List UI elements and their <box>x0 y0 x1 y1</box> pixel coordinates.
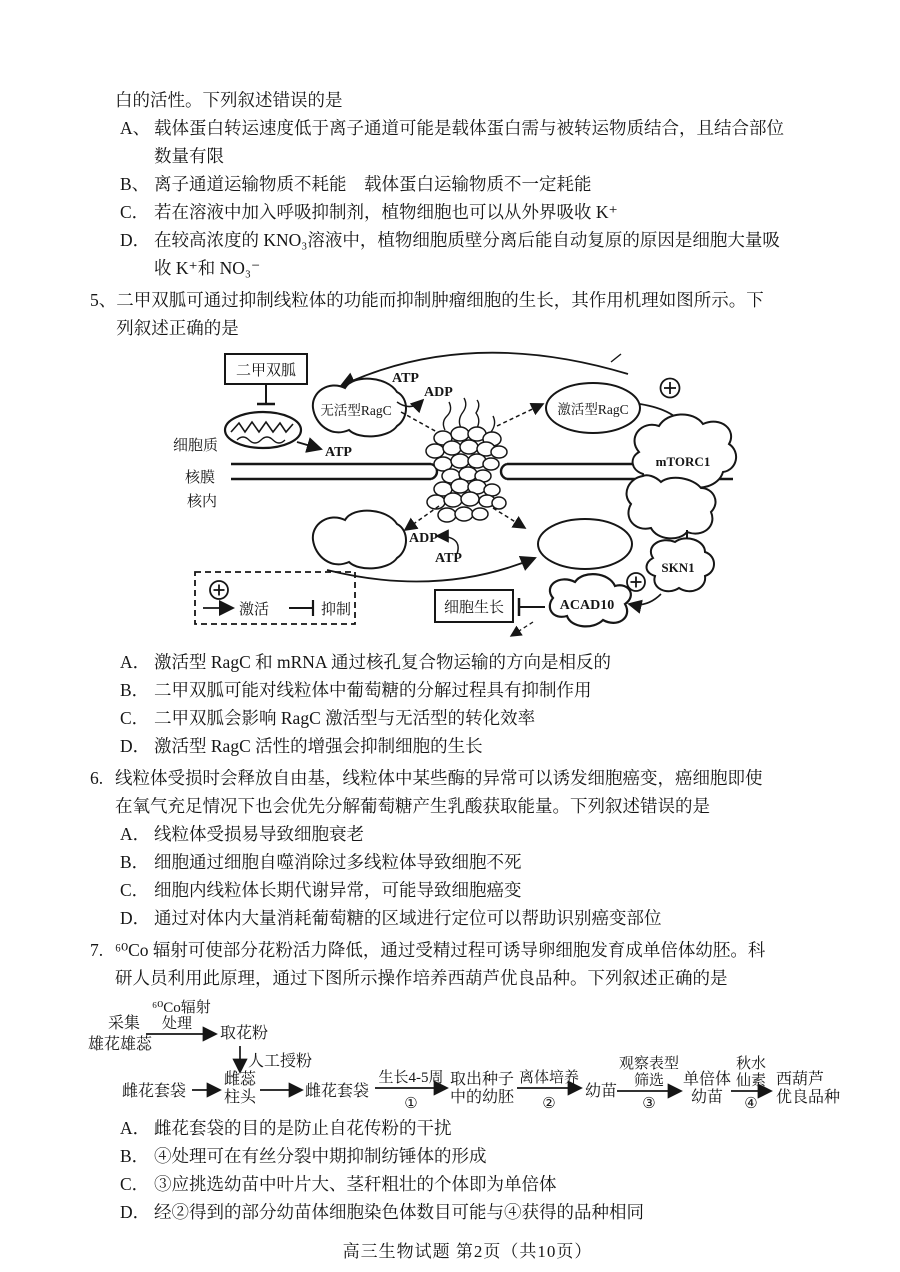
option-label: B、 <box>120 174 150 194</box>
options-q4 <box>120 114 820 282</box>
option-row: D． 通过对体内大量消耗葡萄糖的区域进行定位可以帮助识别癌变部位 <box>120 908 662 928</box>
page-footer: 高三生物试题 第2页（共10页） <box>342 1242 593 1261</box>
option-row <box>120 170 820 198</box>
flow-label-pollen: 取花粉 <box>220 1025 269 1042</box>
option-row: B． 细胞通过细胞自噬消除过多线粒体导致细胞不死 <box>120 852 522 872</box>
flow-label-grow: 生长4-5周 <box>378 1070 444 1086</box>
mtorc1-label: mTORC1 <box>655 454 711 469</box>
options-q7 <box>120 1114 820 1226</box>
cell-growth-label: 细胞生长 <box>443 600 505 616</box>
question-stem: 白的活性。下列叙述错误的是 <box>115 90 343 110</box>
option-text: 载体蛋白转运速度低于离子通道可能是载体蛋白需与被转运物质结合，且结合部位 数量有限 <box>154 118 784 166</box>
skn1-to-acad10-arrow <box>629 594 661 605</box>
flow-label-embryo: 中的幼胚 <box>450 1089 515 1106</box>
plus-circle-top <box>661 379 680 398</box>
atp-label: ATP <box>392 371 419 386</box>
scan-dashed-arrow <box>511 622 533 636</box>
metformin-mechanism-diagram <box>173 346 753 642</box>
option-row: A． 雌花套袋的目的是防止自花传粉的干扰 <box>120 1118 452 1138</box>
mito-atp-arrow <box>297 442 321 449</box>
skn1-label: SKN1 <box>661 560 695 575</box>
flow-label-co-radiation: ⁶⁰Co辐射 <box>152 1000 211 1016</box>
option-row: B． ④处理可在有丝分裂中期抑制纺锤体的形成 <box>120 1146 487 1166</box>
flow-label-pollinate: 人工授粉 <box>248 1053 313 1070</box>
adp-label: ADP <box>424 385 453 400</box>
flow-step-4: ④ <box>744 1096 758 1112</box>
in-nucleus-label: 核内 <box>187 494 218 510</box>
flow-label-colchicine2: 仙素 <box>735 1073 767 1089</box>
flow-label-zucchini: 西葫芦 <box>776 1071 825 1088</box>
flow-label-variety: 优良品种 <box>776 1089 841 1106</box>
option-row: C． 细胞内线粒体长期代谢异常，可能导致细胞癌变 <box>120 880 522 900</box>
inactive-ragc-label: 无活型RagC <box>320 403 392 418</box>
question-stem: 7. ⁶⁰Co 辐射可使部分花粉活力降低，通过受精过程可诱导卵细胞发育成单倍体幼胚。科 研人员利用此原理，通过下图所示操作培养西葫芦优良品种。下列叙述正确的是 <box>90 936 820 992</box>
atp-label: ATP <box>325 445 352 460</box>
flow-label-screen: 筛选 <box>633 1073 665 1089</box>
flow-label-bag1: 雌花套袋 <box>122 1083 187 1100</box>
nuclear-membrane-label: 核膜 <box>185 470 216 486</box>
question-4-block <box>115 86 820 282</box>
flow-label-bag2: 雌花套袋 <box>305 1083 370 1100</box>
question-number: 7. <box>90 940 104 960</box>
flow-label-seedling: 幼苗 <box>585 1083 618 1100</box>
mtorc1-shape <box>627 414 737 538</box>
dashed-pore-to-active-ragc <box>497 404 543 426</box>
metformin-label: 二甲双胍 <box>235 363 297 379</box>
dashed-ragc-to-pore <box>401 412 437 432</box>
option-label: D． <box>120 230 151 250</box>
question-number: 5、 <box>90 290 117 310</box>
cytoplasm-label: 细胞质 <box>173 438 219 454</box>
option-text: 离子通道运输物质不耗能 载体蛋白运输物质不一定耗能 <box>154 174 592 194</box>
flow-label-stigma: 柱头 <box>224 1089 257 1106</box>
flow-label-colchicine1: 秋水 <box>735 1056 767 1072</box>
flow-label-stamens: 雄花雄蕊 <box>88 1036 153 1053</box>
flow-label-haploid-seedling: 幼苗 <box>690 1089 724 1106</box>
option-row: A． 激活型 RagC 和 mRNA 通过核孔复合物运输的方向是相反的 <box>120 652 611 672</box>
option-text: 在较高浓度的 KNO₃溶液中，植物细胞质壁分离后能自动复原的原因是细胞大量吸 收 K⁺和 NO₃⁻ <box>154 230 780 278</box>
nuclear-pore-complex <box>426 398 507 522</box>
flow-label-seeds: 取出种子 <box>450 1071 515 1088</box>
options-q5 <box>120 648 820 760</box>
breeding-flow-diagram <box>88 994 888 1112</box>
acad10-label: ACAD10 <box>559 598 615 613</box>
flow-step-2: ② <box>542 1096 556 1112</box>
option-row: B． 二甲双胍可能对线粒体中葡萄糖的分解过程具有抑制作用 <box>120 680 592 700</box>
flow-label-treat: 处理 <box>162 1016 193 1032</box>
flow-label-invitro: 离体培养 <box>518 1070 580 1086</box>
dashed-pore-to-inactive-ragc <box>405 506 439 530</box>
plus-circle-mid <box>627 573 645 591</box>
flow-step-1: ① <box>404 1096 418 1112</box>
active-ragc-label: 激活型RagC <box>557 402 629 417</box>
flow-step-3: ③ <box>642 1096 656 1112</box>
legend-activate-label: 激活 <box>239 602 270 618</box>
flow-label-collect: 采集 <box>108 1015 141 1032</box>
option-row <box>120 198 820 226</box>
flow-label-observe: 观察表型 <box>618 1056 680 1072</box>
adp-label: ADP <box>409 531 438 546</box>
question-7-block <box>88 936 841 1226</box>
options-q6 <box>120 820 820 932</box>
flow-label-haploid: 单倍体 <box>682 1071 732 1088</box>
question-stem: 5、 二甲双胍可通过抑制线粒体的功能而抑制肿瘤细胞的生长，其作用机理如图所示。下 列叙述正确的是 <box>90 286 820 342</box>
option-row: A． 线粒体受损易导致细胞衰老 <box>120 824 364 844</box>
option-row <box>120 114 820 170</box>
option-row: D． 激活型 RagC 活性的增强会抑制细胞的生长 <box>120 736 483 756</box>
mitochondria-illustration <box>225 412 301 448</box>
legend-inhibit-label: 抑制 <box>321 602 352 618</box>
question-number: 6. <box>90 768 104 788</box>
question-6-block <box>90 764 820 932</box>
question-5-block <box>90 286 820 760</box>
inactive-ragc-bottom-shape <box>313 511 406 569</box>
active-ragc-bottom-shape <box>538 519 632 569</box>
option-row: D． 经②得到的部分幼苗体细胞染色体数目可能与④获得的品种相同 <box>120 1202 644 1222</box>
option-text: 若在溶液中加入呼吸抑制剂，植物细胞也可以从外界吸收 K⁺ <box>154 202 618 222</box>
option-row: C． ③应挑选幼苗中叶片大、茎秆粗壮的个体即为单倍体 <box>120 1174 557 1194</box>
option-row <box>120 226 820 282</box>
flow-label-pistil: 雌蕊 <box>224 1071 257 1088</box>
option-label: C． <box>120 202 150 222</box>
dashed-pore-to-active-ragc-bottom <box>493 508 525 528</box>
option-label: A、 <box>120 118 151 138</box>
question-stem: 6. 线粒体受损时会释放自由基，线粒体中某些酶的异常可以诱发细胞癌变，癌细胞即使 在氧气充足情况下也会优先分解葡萄糖产生乳酸获取能量。下列叙述错误的是 <box>90 764 820 820</box>
atp-label: ATP <box>435 551 462 566</box>
option-row: C． 二甲双胍会影响 RagC 激活型与无活型的转化效率 <box>120 708 536 728</box>
scan-dash <box>611 354 621 362</box>
